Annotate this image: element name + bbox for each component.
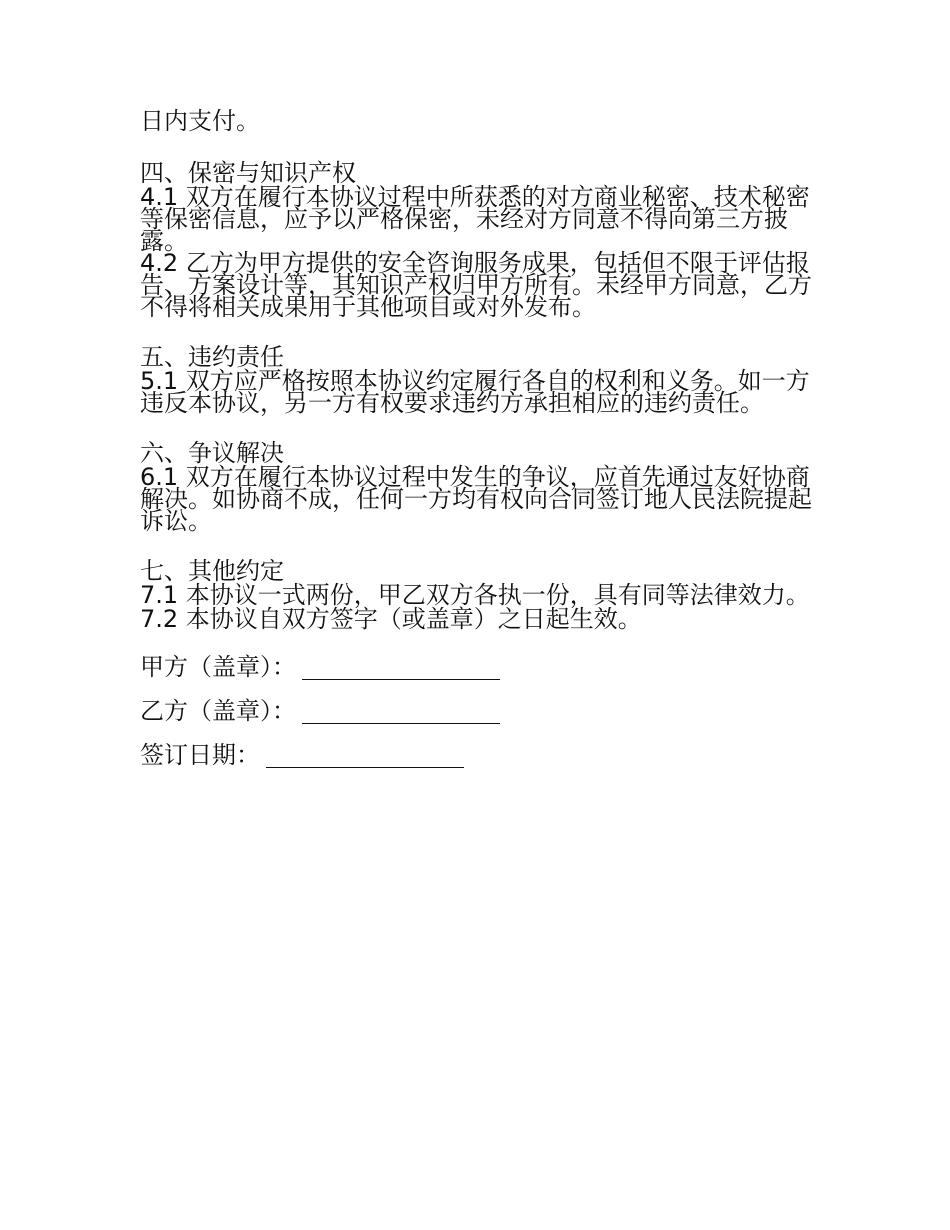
- section-heading-7: 七、其他约定: [140, 557, 284, 585]
- signature-party-a: [140, 654, 815, 680]
- date-signature-line: [266, 743, 464, 768]
- party-a-signature-line: [302, 655, 500, 680]
- party-b-label: 乙方（盖章）：: [140, 697, 296, 725]
- clause-5-1: 5.1 双方应严格按照本协议约定履行各自的权利和义务。如一方违反本协议，另一方有权要求违约方承担相应的违约责任。: [140, 367, 810, 417]
- date-label: 签订日期：: [140, 741, 260, 769]
- clause-4-1: 4.1 双方在履行本协议过程中所获悉的对方商业秘密、技术秘密等保密信息，应予以严格保密，未经对方同意不得向第三方披露。: [140, 183, 810, 255]
- clause-7-1: 7.1 本协议一式两份，甲乙双方各执一份，具有同等法律效力。: [140, 581, 810, 609]
- document-body: [140, 108, 815, 768]
- section-heading-6: 六、争议解决: [140, 439, 284, 467]
- section-heading-5: 五、违约责任: [140, 343, 284, 371]
- party-b-signature-line: [302, 699, 500, 724]
- clause-7-2: 7.2 本协议自双方签字（或盖章）之日起生效。: [140, 605, 642, 633]
- party-a-label: 甲方（盖章）：: [140, 653, 296, 681]
- clause-6-1: 6.1 双方在履行本协议过程中发生的争议，应首先通过友好协商解决。如协商不成，任何一方均有权向合同签订地人民法院提起诉讼。: [140, 463, 812, 535]
- opening-tail-text: 日内支付。: [140, 107, 260, 135]
- signature-date: [140, 742, 815, 768]
- clause-4-2: 4.2 乙方为甲方提供的安全咨询服务成果，包括但不限于评估报告、方案设计等，其知识产权归甲方所有。未经甲方同意，乙方不得将相关成果用于其他项目或对外发布。: [140, 249, 812, 321]
- signature-party-b: [140, 698, 815, 724]
- section-heading-4: 四、保密与知识产权: [140, 159, 356, 187]
